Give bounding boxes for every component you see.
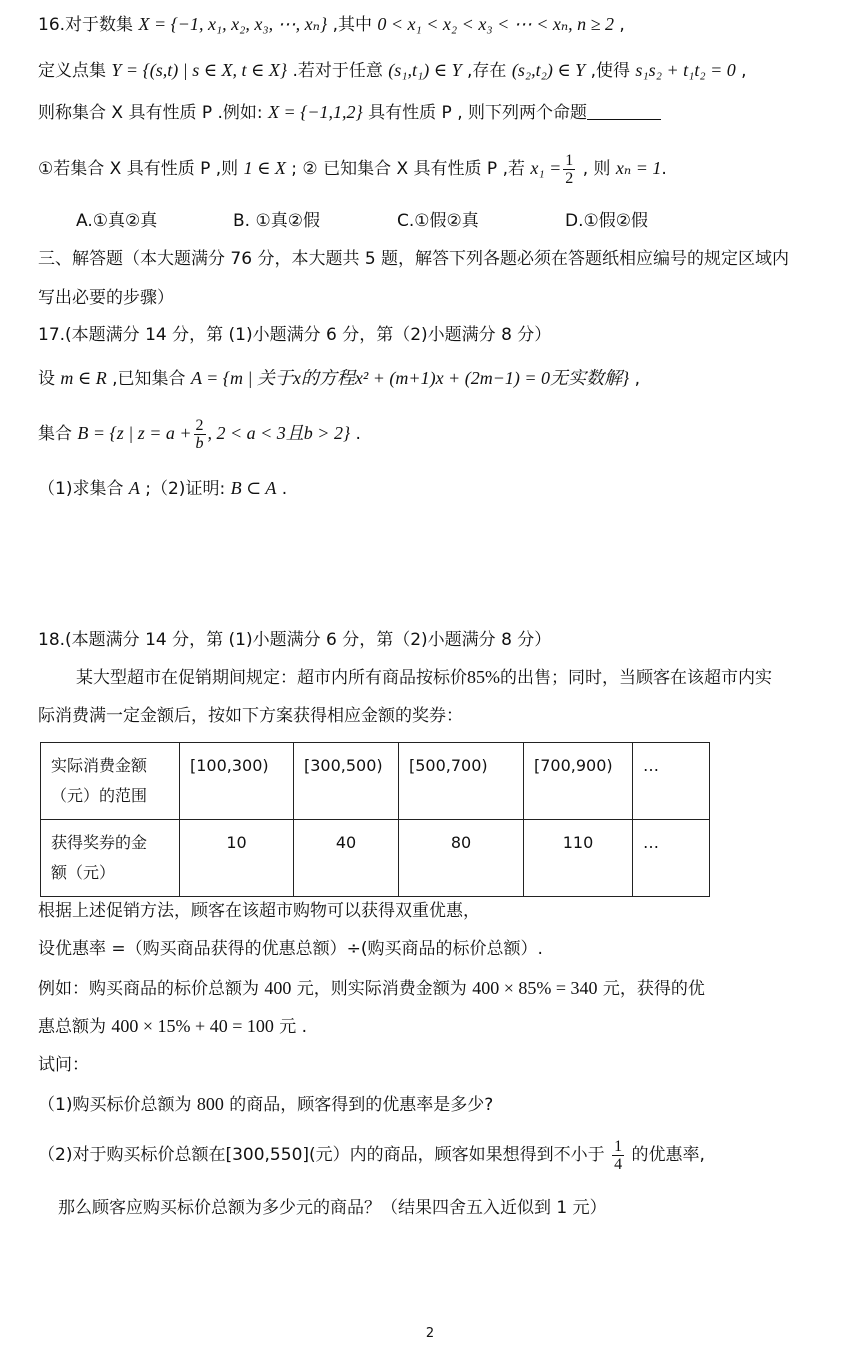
table-cell: … <box>633 743 710 820</box>
q17-line-2: 集合 B = {z | z = a + $\frac{2}{b}$ , 2 < a < 3且b > 2} . <box>38 416 361 452</box>
table-cell: 10 <box>180 820 294 897</box>
q18-example-line-2: 惠总额为 400 × 15% + 40 = 100 元 . <box>38 1016 308 1037</box>
q16-line-4: ①若集合 X 具有性质 P ,则 1 ∈ X ; ② 已知集合 X 具有性质 P ,若 x₁ = $\frac{1}{2}$ , 则 xₙ = 1. <box>38 151 667 187</box>
math-set-x: X = {−1, x₁, x₂, x₃, ⋯, xₙ} <box>138 14 328 34</box>
q18-subquestion-2: （2)对于购买标价总额在[300,550](元）内的商品，顾客如果想得到不小于 $\frac{1}{4}$ 的优惠率, <box>38 1137 705 1173</box>
q17-line-1: 设 m ∈ R ,已知集合 A = {m | 关于x的方程x² + (m+1)x + (2m−1) = 0无实数解} , <box>38 368 640 389</box>
q18-discount-rate-definition: 设优惠率 =（购买商品获得的优惠总额）÷(购买商品的标价总额）. <box>38 939 543 959</box>
q16-line-1: 16.对于数集 X = {−1, x₁, x₂, x₃, ⋯, xₙ} ,其中 0 < x₁ < x₂ < x₃ < ⋯ < xₙ, n ≥ 2 , <box>38 14 625 35</box>
math-order-condition: 0 < x₁ < x₂ < x₃ < ⋯ < xₙ, n ≥ 2 <box>377 14 615 34</box>
table-cell: 40 <box>294 820 399 897</box>
q18-paragraph-line-2: 际消费满一定金额后，按如下方案获得相应金额的奖券： <box>38 706 463 726</box>
q17-line-3: （1)求集合 A ;（2)证明: B ⊂ A . <box>38 478 288 499</box>
table-cell: 110 <box>524 820 633 897</box>
q16-option-a[interactable]: A.①真②真 <box>76 211 158 231</box>
section3-heading-line-1: 三、解答题（本大题满分 76 分，本大题共 5 题，解答下列各题必须在答题纸相应编号的规定区域内 <box>38 249 790 269</box>
table-cell: [100,300) <box>180 743 294 820</box>
q18-subquestion-1: （1)购买标价总额为 800 的商品，顾客得到的优惠率是多少? <box>38 1094 494 1115</box>
q18-header: 18.(本题满分 14 分，第 (1)小题满分 6 分，第（2)小题满分 8 分） <box>38 630 552 650</box>
fraction-two-over-b: $\frac{2}{b}$ <box>195 416 204 452</box>
fraction-one-half: $\frac{1}{2}$ <box>565 151 574 187</box>
q18-subquestion-2-line-2: 那么顾客应购买标价总额为多少元的商品？（结果四舍五入近似到 1 元） <box>58 1198 607 1218</box>
award-table <box>40 742 710 897</box>
q16-option-d[interactable]: D.①假②假 <box>565 211 648 231</box>
page-number: 2 <box>425 1326 435 1341</box>
table-row <box>41 743 710 820</box>
q18-ask: 试问： <box>38 1055 89 1075</box>
q17-header: 17.(本题满分 14 分，第 (1)小题满分 6 分，第（2)小题满分 8 分） <box>38 325 552 345</box>
table-header-cell: 实际消费金额 （元）的范围 <box>41 743 180 820</box>
table-cell: [500,700) <box>399 743 524 820</box>
q18-example-line-1: 例如：购买商品的标价总额为 400 元，则实际消费金额为 400 × 85% = 340 元，获得的优 <box>38 978 705 999</box>
section3-heading-line-2: 写出必要的步骤） <box>38 288 174 308</box>
q16-option-c[interactable]: C.①假②真 <box>397 211 479 231</box>
table-cell: [300,500) <box>294 743 399 820</box>
table-cell: [700,900) <box>524 743 633 820</box>
table-row <box>41 820 710 897</box>
answer-blank[interactable] <box>587 101 661 120</box>
q16-option-b[interactable]: B. ①真②假 <box>233 211 320 231</box>
fraction-one-quarter: $\frac{1}{4}$ <box>614 1137 623 1173</box>
table-header-cell: 获得奖券的金 额（元） <box>41 820 180 897</box>
table-cell: 80 <box>399 820 524 897</box>
q18-after-table-line-1: 根据上述促销方法，顾客在该超市购物可以获得双重优惠， <box>38 901 480 921</box>
q16-line-3: 则称集合 X 具有性质 P .例如: X = {−1,1,2} 具有性质 P , 则下列两个命题 <box>38 100 661 125</box>
table-cell: … <box>633 820 710 897</box>
q18-paragraph-line-1: 某大型超市在促销期间规定：超市内所有商品按标价85%的出售；同时，当顾客在该超市内实 <box>76 667 772 688</box>
q16-line-2: 定义点集 Y = {(s,t) | s ∈ X, t ∈ X} .若对于任意 (s₁,t₁) ∈ Y ,存在 (s₂,t₂) ∈ Y ,使得 s₁s₂ + t₁t₂ = 0 , <box>38 60 747 81</box>
